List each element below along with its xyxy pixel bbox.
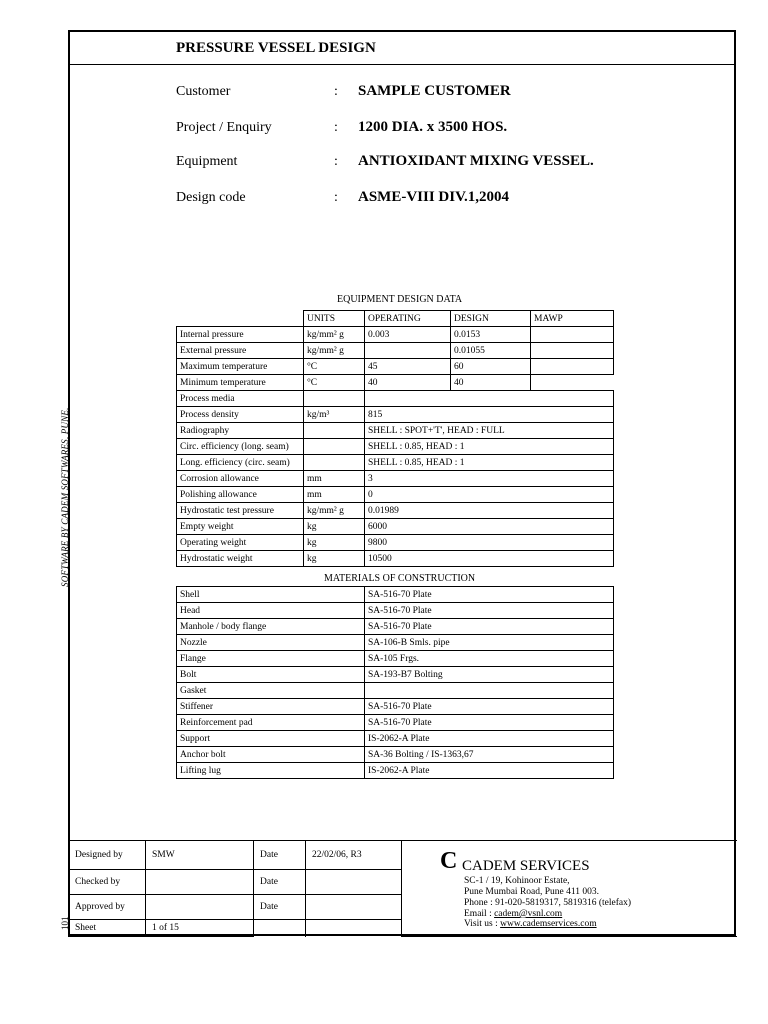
material-value: SA-516-70 Plate bbox=[365, 603, 614, 619]
row-operating bbox=[365, 343, 451, 359]
company-address-1: SC-1 / 19, Kohinoor Estate, bbox=[464, 876, 570, 886]
designed-by-value: SMW bbox=[146, 841, 254, 870]
row-units: °C bbox=[304, 359, 365, 375]
table-row bbox=[177, 551, 614, 567]
material-value: SA-516-70 Plate bbox=[365, 699, 614, 715]
empty-cell bbox=[254, 920, 306, 937]
row-operating: 0.003 bbox=[365, 327, 451, 343]
material-label: Shell bbox=[177, 587, 365, 603]
row-units bbox=[304, 439, 365, 455]
empty-cell bbox=[306, 920, 402, 937]
date-value: 22/02/06, R3 bbox=[306, 841, 402, 870]
row-mawp bbox=[531, 327, 614, 343]
row-units: kg/mm² g bbox=[304, 327, 365, 343]
material-label: Stiffener bbox=[177, 699, 365, 715]
header-operating: OPERATING bbox=[365, 311, 451, 327]
table-row bbox=[177, 603, 614, 619]
info-label: Project / Enquiry bbox=[176, 120, 272, 135]
row-value: 0 bbox=[365, 487, 614, 503]
material-label: Head bbox=[177, 603, 365, 619]
row-units: °C bbox=[304, 375, 365, 391]
row-units: kg/mm² g bbox=[304, 503, 365, 519]
side-software-credit: SOFTWARE BY CADEM SOFTWARES, PUNE. bbox=[60, 407, 70, 587]
table-row bbox=[177, 375, 614, 391]
sheet-label: Sheet bbox=[69, 920, 146, 937]
table-row bbox=[177, 343, 614, 359]
material-label: Flange bbox=[177, 651, 365, 667]
row-design: 0.01055 bbox=[451, 343, 531, 359]
header-units: UNITS bbox=[304, 311, 365, 327]
info-row-project bbox=[176, 120, 696, 140]
material-label: Manhole / body flange bbox=[177, 619, 365, 635]
info-value: 1200 DIA. x 3500 HOS. bbox=[358, 119, 508, 135]
material-value: SA-36 Bolting / IS-1363,67 bbox=[365, 747, 614, 763]
row-label: External pressure bbox=[177, 343, 304, 359]
row-label: Operating weight bbox=[177, 535, 304, 551]
table-row bbox=[177, 391, 614, 407]
row-label: Minimum temperature bbox=[177, 375, 304, 391]
table-row bbox=[177, 327, 614, 343]
table-row bbox=[177, 587, 614, 603]
material-value: SA-516-70 Plate bbox=[365, 715, 614, 731]
info-colon: : bbox=[334, 190, 338, 205]
table-row bbox=[177, 503, 614, 519]
table-row bbox=[177, 619, 614, 635]
header-design: DESIGN bbox=[451, 311, 531, 327]
row-label: Circ. efficiency (long. seam) bbox=[177, 439, 304, 455]
header-mawp: MAWP bbox=[531, 311, 614, 327]
row-value: 9800 bbox=[365, 535, 614, 551]
material-label: Lifting lug bbox=[177, 763, 365, 779]
material-label: Support bbox=[177, 731, 365, 747]
material-value: SA-106-B Smls. pipe bbox=[365, 635, 614, 651]
info-value: ANTIOXIDANT MIXING VESSEL. bbox=[358, 153, 594, 169]
row-label: Radiography bbox=[177, 423, 304, 439]
designed-by-label: Designed by bbox=[69, 841, 146, 870]
row-design: 40 bbox=[451, 375, 531, 391]
row-units: kg/mm² g bbox=[304, 343, 365, 359]
row-value bbox=[365, 391, 614, 407]
row-value: SHELL : 0.85, HEAD : 1 bbox=[365, 455, 614, 471]
checked-by-value bbox=[146, 870, 254, 895]
material-value: SA-193-B7 Bolting bbox=[365, 667, 614, 683]
table-row bbox=[177, 763, 614, 779]
title-block-table bbox=[68, 840, 737, 937]
email-link[interactable]: cadem@vsnl.com bbox=[494, 909, 563, 919]
row-units: kg bbox=[304, 551, 365, 567]
row-label: Internal pressure bbox=[177, 327, 304, 343]
row-value: 815 bbox=[365, 407, 614, 423]
material-value: IS-2062-A Plate bbox=[365, 731, 614, 747]
date-label: Date bbox=[254, 870, 306, 895]
table-row bbox=[177, 407, 614, 423]
row-label: Maximum temperature bbox=[177, 359, 304, 375]
row-units: mm bbox=[304, 471, 365, 487]
table-row bbox=[177, 455, 614, 471]
table-row bbox=[177, 651, 614, 667]
table-row bbox=[177, 683, 614, 699]
info-row-equipment bbox=[176, 154, 696, 174]
row-label: Process density bbox=[177, 407, 304, 423]
company-name: CADEM SERVICES bbox=[462, 858, 590, 874]
material-label: Reinforcement pad bbox=[177, 715, 365, 731]
row-operating: 40 bbox=[365, 375, 451, 391]
date-label: Date bbox=[254, 841, 306, 870]
row-units bbox=[304, 391, 365, 407]
date-label: Date bbox=[254, 895, 306, 920]
info-value: SAMPLE CUSTOMER bbox=[358, 83, 511, 99]
row-label: Long. efficiency (circ. seam) bbox=[177, 455, 304, 471]
design-data-title: EQUIPMENT DESIGN DATA bbox=[337, 294, 463, 305]
document-title: PRESSURE VESSEL DESIGN bbox=[176, 40, 376, 56]
table-row bbox=[177, 715, 614, 731]
material-value: SA-516-70 Plate bbox=[365, 587, 614, 603]
row-value: SHELL : SPOT+'T', HEAD : FULL bbox=[365, 423, 614, 439]
material-label: Gasket bbox=[177, 683, 365, 699]
row-value: 0.01989 bbox=[365, 503, 614, 519]
row-value: 6000 bbox=[365, 519, 614, 535]
checked-by-label: Checked by bbox=[69, 870, 146, 895]
sheet-value: 1 of 15 bbox=[146, 920, 254, 937]
row-mawp bbox=[531, 359, 614, 375]
company-address-2: Pune Mumbai Road, Pune 411 003. bbox=[464, 887, 600, 897]
table-header-row bbox=[177, 311, 614, 327]
table-row bbox=[177, 635, 614, 651]
info-colon: : bbox=[334, 120, 338, 135]
material-label: Nozzle bbox=[177, 635, 365, 651]
info-row-customer bbox=[176, 84, 696, 104]
row-units: mm bbox=[304, 487, 365, 503]
table-row bbox=[177, 487, 614, 503]
table-row bbox=[177, 471, 614, 487]
table-row bbox=[177, 359, 614, 375]
info-label: Equipment bbox=[176, 154, 238, 169]
table-row bbox=[177, 747, 614, 763]
approved-date-value bbox=[306, 895, 402, 920]
table-row bbox=[177, 423, 614, 439]
checked-date-value bbox=[306, 870, 402, 895]
row-label: Hydrostatic test pressure bbox=[177, 503, 304, 519]
material-value: IS-2062-A Plate bbox=[365, 763, 614, 779]
info-label: Design code bbox=[176, 190, 246, 205]
material-label: Bolt bbox=[177, 667, 365, 683]
row-design: 60 bbox=[451, 359, 531, 375]
materials-table bbox=[176, 586, 614, 779]
material-value: SA-105 Frgs. bbox=[365, 651, 614, 667]
website-link[interactable]: www.cademservices.com bbox=[500, 919, 597, 929]
table-row bbox=[177, 519, 614, 535]
row-label: Empty weight bbox=[177, 519, 304, 535]
material-value bbox=[365, 683, 614, 699]
row-label: Corrosion allowance bbox=[177, 471, 304, 487]
materials-title: MATERIALS OF CONSTRUCTION bbox=[324, 573, 476, 584]
row-operating: 45 bbox=[365, 359, 451, 375]
row-value: 3 bbox=[365, 471, 614, 487]
row-units bbox=[304, 423, 365, 439]
row-label: Process media bbox=[177, 391, 304, 407]
side-page-number: 101 bbox=[60, 916, 70, 930]
company-email-line bbox=[464, 909, 562, 919]
table-row bbox=[177, 667, 614, 683]
header-blank-cell bbox=[177, 311, 304, 327]
row-units bbox=[304, 455, 365, 471]
info-label: Customer bbox=[176, 84, 231, 99]
info-colon: : bbox=[334, 154, 338, 169]
website-label: Visit us : bbox=[464, 919, 501, 929]
material-label: Anchor bolt bbox=[177, 747, 365, 763]
company-phone: Phone : 91-020-5819317, 5819316 (telefax) bbox=[464, 898, 632, 908]
table-row bbox=[177, 535, 614, 551]
email-label: Email : bbox=[464, 909, 495, 919]
row-units: kg bbox=[304, 535, 365, 551]
table-row bbox=[177, 439, 614, 455]
row-value: SHELL : 0.85, HEAD : 1 bbox=[365, 439, 614, 455]
cadem-logo-icon: C bbox=[440, 848, 458, 874]
info-colon: : bbox=[334, 84, 338, 99]
row-mawp bbox=[531, 343, 614, 359]
approved-by-label: Approved by bbox=[69, 895, 146, 920]
info-value: ASME-VIII DIV.1,2004 bbox=[358, 189, 509, 205]
info-row-design-code bbox=[176, 190, 696, 210]
company-web-line bbox=[464, 919, 597, 929]
table-row bbox=[177, 731, 614, 747]
row-value: 10500 bbox=[365, 551, 614, 567]
row-units: kg bbox=[304, 519, 365, 535]
header-rule bbox=[68, 64, 736, 65]
row-label: Hydrostatic weight bbox=[177, 551, 304, 567]
design-data-table bbox=[176, 310, 614, 567]
row-design: 0.0153 bbox=[451, 327, 531, 343]
row-units: kg/m³ bbox=[304, 407, 365, 423]
approved-by-value bbox=[146, 895, 254, 920]
table-row bbox=[177, 699, 614, 715]
material-value: SA-516-70 Plate bbox=[365, 619, 614, 635]
row-label: Polishing allowance bbox=[177, 487, 304, 503]
